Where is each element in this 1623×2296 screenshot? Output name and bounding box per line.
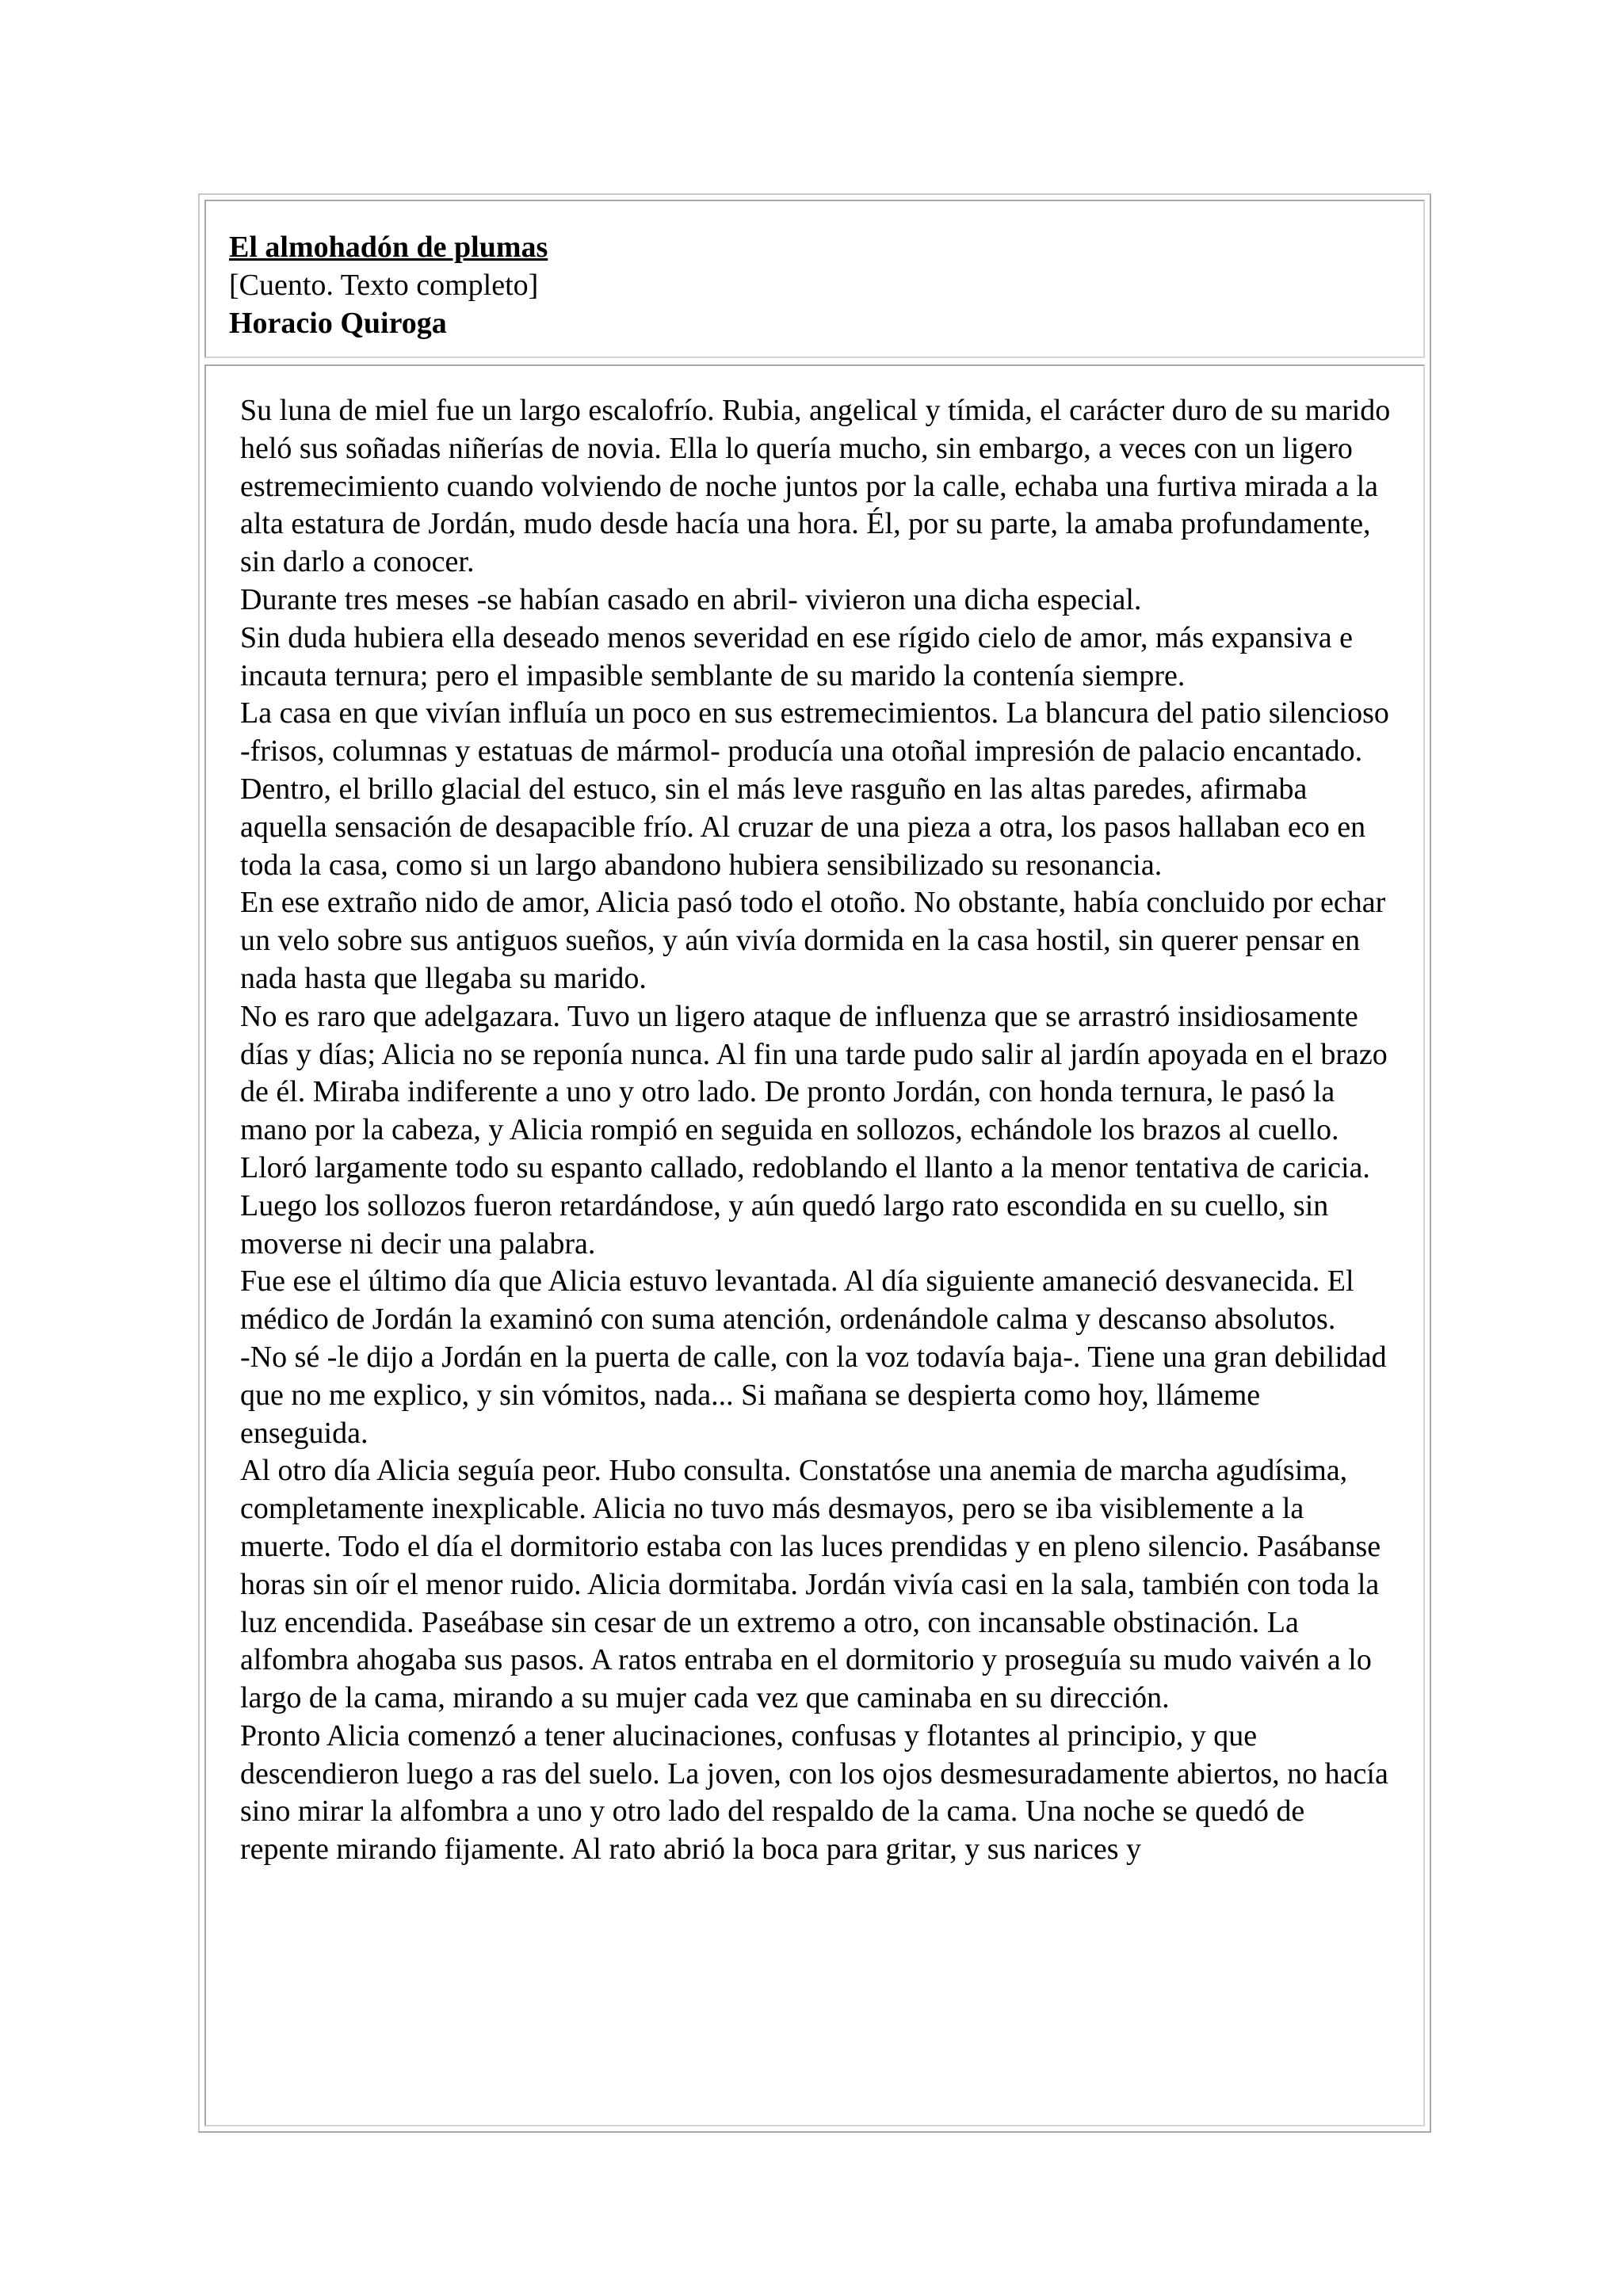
story-table <box>198 193 1431 2133</box>
body-cell <box>204 364 1425 2126</box>
paragraph: -No sé -le dijo a Jordán en la puerta de calle, con la voz todavía baja-. Tiene una gran debilidad que no me explico, y sin vómitos, nada... Si mañana se despierta como hoy, llámeme enseguida. <box>240 1340 1387 1450</box>
paragraph: Al otro día Alicia seguía peor. Hubo consulta. Constatóse una anemia de marcha agudísima, completamente inexplicable. Alicia no tuvo más desmayos, pero se iba visiblemente a la muerte. Todo el día el dormitorio estaba con las luces prendidas y en pleno silencio. Pasábanse horas sin oír el menor ruido. Alicia dormitaba. Jordán vivía casi en la sala, también con toda la luz encendida. Paseábase sin cesar de un extremo a otro, con incansable obstinación. La alfombra ahogaba sus pasos. A ratos entraba en el dormitorio y proseguía su mudo vaivén a lo largo de la cama, mirando a su mujer cada vez que caminaba en su dirección. <box>240 1454 1381 1715</box>
paragraph: Fue ese el último día que Alicia estuvo levantada. Al día siguiente amaneció desvanecida. El médico de Jordán la examinó con suma atención, ordenándole calma y descanso absolutos. <box>240 1264 1354 1337</box>
paragraph: La casa en que vivían influía un poco en sus estremecimientos. La blancura del patio silencioso -frisos, columnas y estatuas de mármol- producía una otoñal impresión de palacio encantado. Dentro, el brillo glacial del estuco, sin el más leve rasguño en las altas paredes, afirmaba aquella sensación de desapacible frío. Al cruzar de una pieza a otra, los pasos hallaban eco en toda la casa, como si un largo abandono hubiera sensibilizado su resonancia. <box>240 696 1389 882</box>
paragraph: No es raro que adelgazara. Tuvo un ligero ataque de influenza que se arrastró insidiosamente días y días; Alicia no se reponía nunca. Al fin una tarde pudo salir al jardín apoyada en el brazo de él. Miraba indiferente a uno y otro lado. De pronto Jordán, con honda ternura, le pasó la mano por la cabeza, y Alicia rompió en seguida en sollozos, echándole los brazos al cuello. Lloró largamente todo su espanto callado, redoblando el llanto a la menor tentativa de caricia. Luego los sollozos fueron retardándose, y aún quedó largo rato escondida en su cuello, sin moverse ni decir una palabra. <box>240 999 1388 1261</box>
paragraph: Pronto Alicia comenzó a tener alucinaciones, confusas y flotantes al principio, y que descendieron luego a ras del suelo. La joven, con los ojos desmesuradamente abiertos, no hacía sino mirar la alfombra a uno y otro lado del respaldo de la cama. Una noche se quedó de repente mirando fijamente. Al rato abrió la boca para gritar, y sus narices y <box>240 1718 1388 1867</box>
story-author: Horacio Quiroga <box>229 307 447 340</box>
story-subtitle: [Cuento. Texto completo] <box>229 269 539 302</box>
story-title: El almohadón de plumas <box>229 231 548 264</box>
paragraph: En ese extraño nido de amor, Alicia pasó todo el otoño. No obstante, había concluido por echar un velo sobre sus antiguos sueños, y aún vivía dormida en la casa hostil, sin querer pensar en nada hasta que llegaba su marido. <box>240 886 1386 995</box>
header-cell <box>204 200 1425 358</box>
paragraph: Durante tres meses -se habían casado en abril- vivieron una dicha especial. <box>240 582 1142 616</box>
paragraph: Sin duda hubiera ella deseado menos severidad en ese rígido cielo de amor, más expansiva e incauta ternura; pero el impasible semblante de su marido la contenía siempre. <box>240 620 1353 692</box>
paragraph: Su luna de miel fue un largo escalofrío. Rubia, angelical y tímida, el carácter duro de su marido heló sus soñadas niñerías de novia. Ella lo quería mucho, sin embargo, a veces con un ligero estremecimiento cuando volviendo de noche juntos por la calle, echaba una furtiva mirada a la alta estatura de Jordán, mudo desde hacía una hora. Él, por su parte, la amaba profundamente, sin darlo a conocer. <box>240 394 1391 579</box>
